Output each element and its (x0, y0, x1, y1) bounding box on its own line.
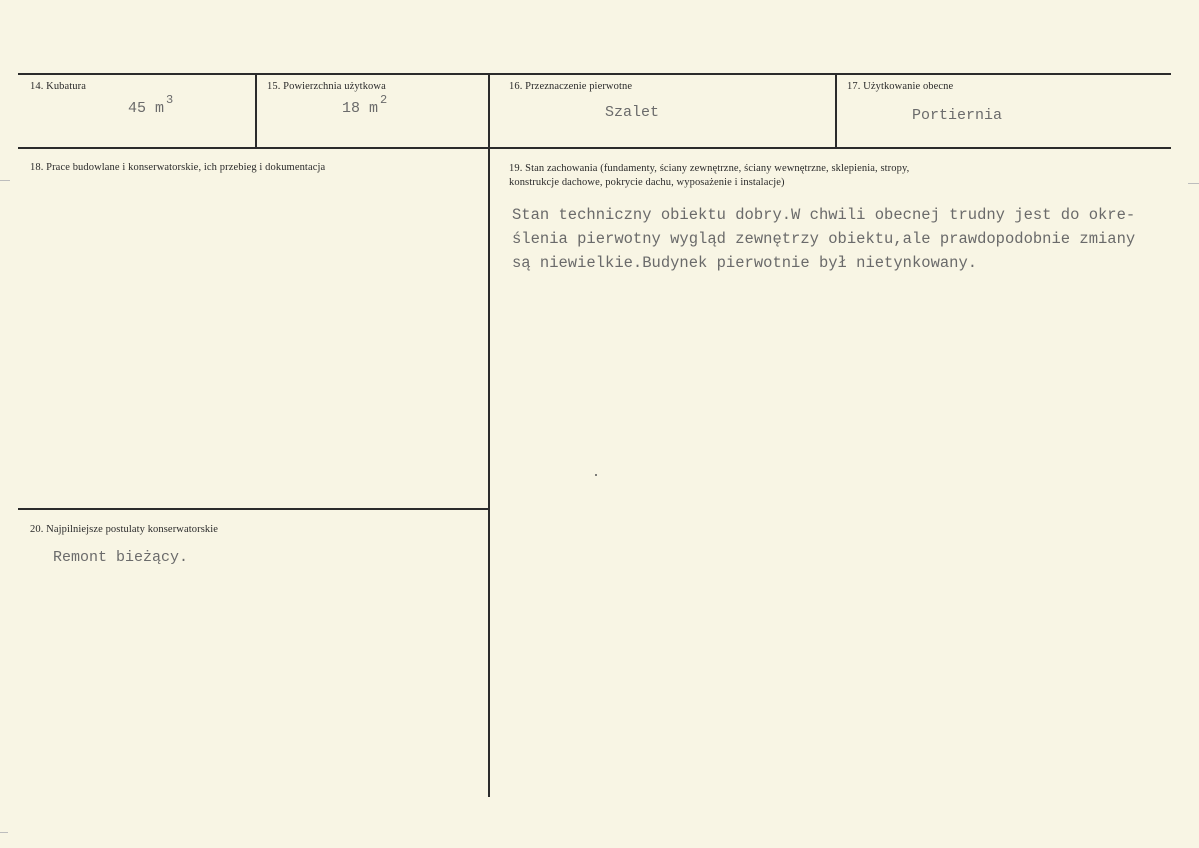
field-19-label-line2: konstrukcje dachowe, pokrycie dachu, wyposażenie i instalacje) (509, 177, 785, 188)
field-17-value: Portiernia (912, 107, 1003, 124)
field-20-label: 20. Najpilniejsze postulaty konserwatorskie (30, 524, 219, 535)
stray-dot (595, 474, 597, 476)
divider-main (488, 147, 490, 797)
field-14-label: 14. Kubatura (30, 81, 87, 92)
field-19-text-line: Stan techniczny obiektu dobry.W chwili obecnej trudny jest do okre- (512, 206, 1136, 224)
field-17-label: 17. Użytkowanie obecne (847, 81, 954, 92)
right-edge-tick (1188, 183, 1199, 184)
top-rule (18, 73, 1171, 75)
field-19-text (512, 203, 1135, 275)
field-15-unit-sup: 2 (380, 93, 388, 107)
field-19-text-line: ślenia pierwotny wygląd zewnętrzy obiektu,ale prawdopodobnie zmiany (512, 230, 1136, 248)
left-mid-rule (18, 508, 488, 510)
field-19-text-line: są niewielkie.Budynek pierwotnie był nietynkowany. (512, 254, 978, 272)
divider-16-17 (835, 73, 837, 149)
field-16-value: Szalet (605, 104, 660, 121)
field-18-label: 18. Prace budowlane i konserwatorskie, ich przebieg i dokumentacja (30, 162, 326, 173)
left-bottom-tick (0, 832, 8, 833)
left-edge-tick (0, 180, 10, 181)
divider-15-16 (488, 73, 490, 149)
field-20-value: Remont bieżący. (53, 549, 189, 566)
field-15-value-text: 18 m (342, 100, 379, 117)
field-14-value (128, 93, 174, 117)
field-14-value-text: 45 m (128, 100, 165, 117)
row1-bottom-rule (18, 147, 1171, 149)
field-19-label-line1: 19. Stan zachowania (fundamenty, ściany zewnętrzne, ściany wewnętrzne, sklepienia, stropy, (509, 163, 910, 174)
field-16-label: 16. Przeznaczenie pierwotne (509, 81, 633, 92)
field-15-value (342, 93, 388, 117)
divider-14-15 (255, 73, 257, 149)
field-14-unit-sup: 3 (166, 93, 174, 107)
field-15-label: 15. Powierzchnia użytkowa (267, 81, 386, 92)
